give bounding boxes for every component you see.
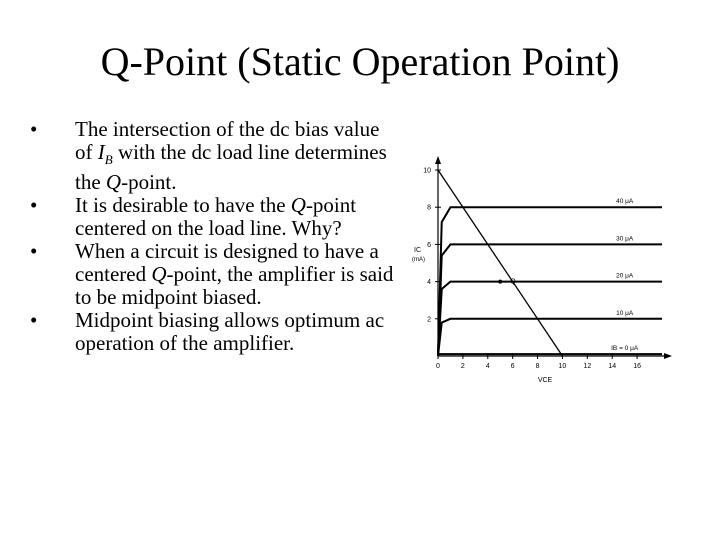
load-line — [438, 170, 562, 356]
bullet-text — [75, 308, 384, 355]
y-axis-arrow — [435, 156, 441, 164]
y-tick-label: 8 — [427, 204, 431, 212]
curve-label: 30 μA — [616, 235, 634, 243]
curve-label: 40 μA — [616, 198, 634, 206]
x-axis-arrow — [664, 353, 672, 359]
bullet-run: I — [97, 140, 105, 164]
x-tick-label: 4 — [485, 363, 490, 370]
bullet-run: Q — [151, 262, 167, 287]
slide-title: Q-Point (Static Operation Point) — [100, 39, 620, 84]
curve-label: 20 μA — [616, 272, 634, 280]
bullet-item — [28, 309, 398, 355]
y-tick-label: 2 — [427, 316, 431, 324]
x-tick-label: 2 — [460, 363, 465, 370]
curve-line — [438, 244, 662, 356]
y-axis-unit: (mA) — [412, 256, 425, 263]
q-point-label: Q — [510, 278, 516, 286]
bullet-run: -point centered on the load line. Why? — [75, 193, 357, 241]
y-tick-label: 6 — [427, 241, 431, 249]
x-tick-label: 14 — [608, 363, 617, 370]
x-tick-label: 8 — [535, 363, 540, 370]
bullet-item — [28, 194, 398, 240]
curve-label: 10 μA — [616, 309, 634, 317]
bullet-item — [28, 240, 398, 309]
bullet-text — [75, 117, 387, 194]
bullet-text — [75, 239, 393, 309]
bullet-run: The intersection of the dc bias value of — [75, 117, 380, 164]
x-tick-label: 6 — [510, 363, 515, 370]
bullet-dot: • — [30, 117, 38, 141]
q-point-marker — [498, 280, 502, 284]
bullet-dot: • — [30, 308, 38, 333]
bullet-list — [28, 118, 398, 355]
y-tick-label: 10 — [423, 167, 431, 175]
bullet-run: B — [104, 152, 113, 168]
x-axis-label: VCE — [537, 377, 553, 384]
x-tick-label: 0 — [436, 363, 440, 370]
bullet-run: -point. — [121, 170, 177, 195]
bullet-run: It is desirable to have the — [75, 193, 291, 218]
y-tick-label: 4 — [427, 279, 431, 287]
x-tick-label: 10 — [558, 363, 567, 370]
x-tick-label: 12 — [583, 363, 592, 370]
bullet-dot: • — [30, 193, 38, 218]
bullet-run: -point, the amplifier is said to be midpoint biased. — [75, 262, 394, 310]
bullet-run: with the dc load line determines the — [75, 140, 387, 195]
bullet-item — [28, 118, 398, 194]
curve-label: IB = 0 μA — [611, 345, 639, 353]
y-axis-label: IC — [414, 246, 421, 254]
characteristic-curves-chart — [400, 150, 680, 390]
bullet-text — [75, 193, 356, 240]
bullet-run: When a circuit is designed to have a centered — [75, 239, 379, 287]
bullet-dot: • — [30, 239, 38, 264]
bullet-run: Q — [105, 170, 122, 195]
x-tick-label: 16 — [633, 363, 642, 370]
bullet-run: Q — [290, 193, 306, 218]
bullet-run: Midpoint biasing allows optimum ac operation of the amplifier. — [75, 308, 385, 356]
